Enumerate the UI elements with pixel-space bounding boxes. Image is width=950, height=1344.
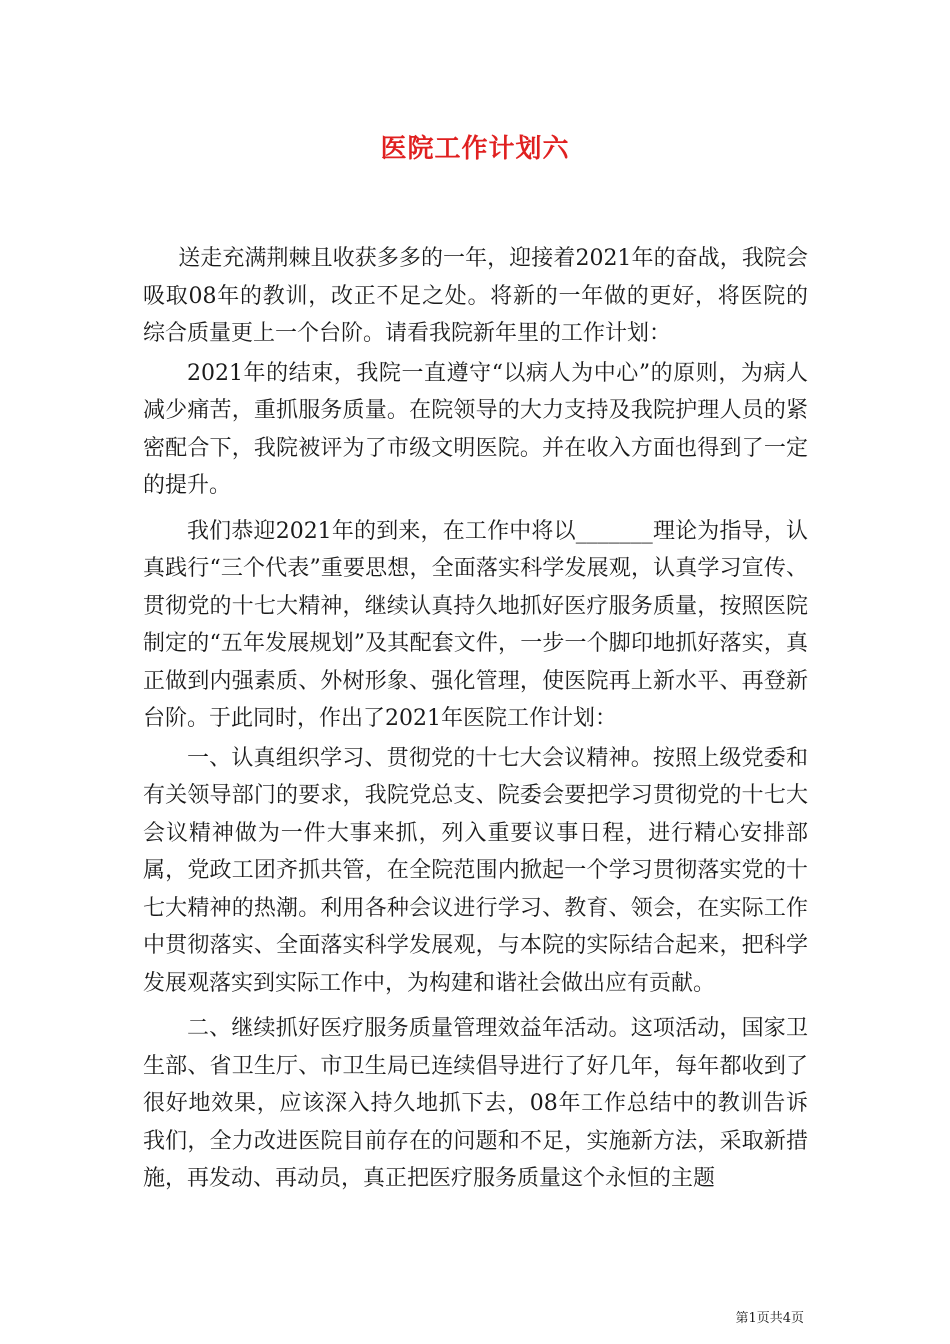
- page-number: 第1页共4页: [735, 1311, 804, 1326]
- paragraph-guideline: 我们恭迎2021年的到来，在工作中将以_______理论为指导，认真践行“三个代表”重要思想，全面落实科学发展观，认真学习宣传、贯彻党的十七大精神，继续认真持久地抓好医疗服务质量，按照医院制定的“五年发展规划”及其配套文件，一步一个脚印地抓好落实，真正做到内强素质、外树形象、强化管理，使医院再上新水平、再登新台阶。于此同时，作出了2021年医院工作计划：: [143, 518, 808, 731]
- paragraph-item-two: 二、继续抓好医疗服务质量管理效益年活动。这项活动，国家卫生部、省卫生厅、市卫生局已连续倡导进行了好几年，每年都收到了很好地效果，应该深入持久地抓下去，08年工作总结中的教训告诉我们，全力改进医院目前存在的问题和不足，实施新方法，采取新措施，再发动、再动员，真正把医疗服务质量这个永恒的主题: [143, 1016, 808, 1191]
- paragraph-review: 2021年的结束，我院一直遵守“以病人为中心”的原则，为病人减少痛苦，重抓服务质量。在院领导的大力支持及我院护理人员的紧密配合下，我院被评为了市级文明医院。并在收入方面也得到了一定的提升。: [143, 360, 808, 498]
- paragraph-intro: 送走充满荆棘且收获多多的一年，迎接着2021年的奋战，我院会吸取08年的教训，改正不足之处。将新的一年做的更好，将医院的综合质量更上一个台阶。请看我院新年里的工作计划：: [143, 246, 808, 346]
- document-body: [143, 240, 808, 1198]
- paragraph-item-one: 一、认真组织学习、贯彻党的十七大会议精神。按照上级党委和有关领导部门的要求，我院党总支、院委会要把学习贯彻党的十七大会议精神做为一件大事来抓，列入重要议事日程，进行精心安排部属，党政工团齐抓共管，在全院范围内掀起一个学习贯彻落实党的十七大精神的热潮。利用各种会议进行学习、教育、领会，在实际工作中贯彻落实、全面落实科学发展观，与本院的实际结合起来，把科学发展观落实到实际工作中，为构建和谐社会做出应有贡献。: [143, 745, 808, 996]
- document-title: 医院工作计划六: [380, 134, 570, 164]
